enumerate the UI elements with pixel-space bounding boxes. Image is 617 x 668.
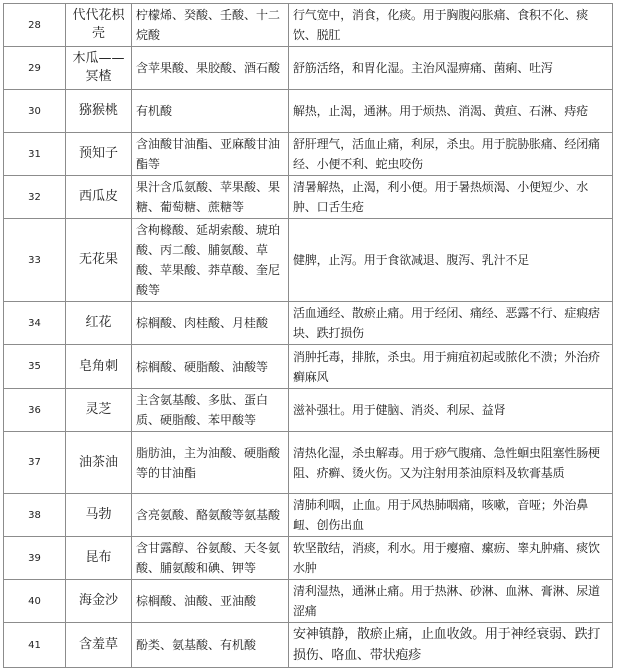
herb-components: 棕榈酸、油酸、亚油酸: [132, 580, 289, 623]
row-number: 30: [4, 90, 66, 133]
herb-name: 代代花枳壳: [66, 4, 132, 47]
herb-components: 含枸橼酸、延胡索酸、琥珀酸、丙二酸、脯氨酸、草酸、苹果酸、莽草酸、奎尼酸等: [132, 219, 289, 302]
herb-effects: 滋补强壮。用于健脑、消炎、利尿、益肾: [289, 389, 613, 432]
herb-name: 预知子: [66, 133, 132, 176]
herb-name: 无花果: [66, 219, 132, 302]
herb-name: 马勃: [66, 494, 132, 537]
herb-effects: 活血通经、散瘀止痛。用于经闭、痛经、恶露不行、症瘕痞块、跌打损伤: [289, 302, 613, 345]
table-row: [4, 623, 613, 668]
herb-table-body: [4, 4, 613, 668]
row-number: 33: [4, 219, 66, 302]
table-row: [4, 537, 613, 580]
row-number: 36: [4, 389, 66, 432]
herb-effects: 舒筋活络，和胃化湿。主治风湿痹痛、菌痢、吐泻: [289, 47, 613, 90]
row-number: 40: [4, 580, 66, 623]
table-row: [4, 580, 613, 623]
herb-name: 含羞草: [66, 623, 132, 668]
herb-components: 果汁含瓜氨酸、苹果酸、果糖、葡萄糖、蔗糖等: [132, 176, 289, 219]
herb-effects: 清暑解热，止渴，利小便。用于暑热烦渴、小便短少、水肿、口舌生疮: [289, 176, 613, 219]
herb-effects: 健脾，止泻。用于食欲减退、腹泻、乳汁不足: [289, 219, 613, 302]
herb-effects: 行气宽中，消食，化痰。用于胸腹闷胀痛、食积不化、痰饮、脱肛: [289, 4, 613, 47]
row-number: 32: [4, 176, 66, 219]
row-number: 41: [4, 623, 66, 668]
herb-name: 灵芝: [66, 389, 132, 432]
herb-effects: 舒肝理气，活血止痛，利尿，杀虫。用于脘胁胀痛、经闭痛经、小便不利、蛇虫咬伤: [289, 133, 613, 176]
herb-components: 有机酸: [132, 90, 289, 133]
herb-components: 主含氨基酸、多肽、蛋白质、硬脂酸、苯甲酸等: [132, 389, 289, 432]
herb-name: 海金沙: [66, 580, 132, 623]
herb-effects: 清热化湿，杀虫解毒。用于痧气腹痛、急性蛔虫阻塞性肠梗阻、疥癣、烫火伤。又为注射用茶油原料及软膏基质: [289, 432, 613, 494]
herb-components: 柠檬烯、癸酸、壬酸、十二烷酸: [132, 4, 289, 47]
herb-name: 木瓜——冥楂: [66, 47, 132, 90]
herb-effects: 解热，止渴，通淋。用于烦热、消渴、黄疸、石淋、痔疮: [289, 90, 613, 133]
herb-components: 脂肪油，主为油酸、硬脂酸等的甘油酯: [132, 432, 289, 494]
table-row: [4, 219, 613, 302]
herb-components: 含亮氨酸、酪氨酸等氨基酸: [132, 494, 289, 537]
herb-name: 油茶油: [66, 432, 132, 494]
table-row: [4, 176, 613, 219]
table-row: [4, 389, 613, 432]
table-row: [4, 133, 613, 176]
herb-components: 含甘露醇、谷氨酸、天冬氨酸、脯氨酸和碘、钾等: [132, 537, 289, 580]
herb-name: 皂角刺: [66, 345, 132, 389]
herb-effects: 清肺利咽，止血。用于风热肺咽痛，咳嗽，音哑；外治鼻衄、创伤出血: [289, 494, 613, 537]
herb-components: 棕榈酸、肉桂酸、月桂酸: [132, 302, 289, 345]
table-row: [4, 302, 613, 345]
table-row: [4, 494, 613, 537]
herb-components: 含油酸甘油酯、亚麻酸甘油酯等: [132, 133, 289, 176]
row-number: 39: [4, 537, 66, 580]
row-number: 29: [4, 47, 66, 90]
herb-components: 棕榈酸、硬脂酸、油酸等: [132, 345, 289, 389]
herb-effects: 消肿托毒，排脓，杀虫。用于痈疽初起或脓化不溃；外治疥癣麻风: [289, 345, 613, 389]
table-row: [4, 47, 613, 90]
table-row: [4, 90, 613, 133]
herb-name: 西瓜皮: [66, 176, 132, 219]
table-row: [4, 432, 613, 494]
herb-name: 红花: [66, 302, 132, 345]
row-number: 28: [4, 4, 66, 47]
herb-table: [3, 3, 613, 668]
herb-components: 酚类、氨基酸、有机酸: [132, 623, 289, 668]
row-number: 35: [4, 345, 66, 389]
herb-components: 含苹果酸、果胶酸、酒石酸: [132, 47, 289, 90]
herb-name: 昆布: [66, 537, 132, 580]
herb-name: 猕猴桃: [66, 90, 132, 133]
table-row: [4, 4, 613, 47]
row-number: 38: [4, 494, 66, 537]
row-number: 37: [4, 432, 66, 494]
herb-effects: 清利湿热，通淋止痛。用于热淋、砂淋、血淋、膏淋、尿道涩痛: [289, 580, 613, 623]
row-number: 31: [4, 133, 66, 176]
row-number: 34: [4, 302, 66, 345]
herb-effects: 软坚散结，消痰，利水。用于瘿瘤、瘰疬、睾丸肿痛、痰饮水肿: [289, 537, 613, 580]
table-row: [4, 345, 613, 389]
herb-effects: 安神镇静，散瘀止痛，止血收敛。用于神经衰弱、跌打损伤、咯血、带状疱疹: [289, 623, 613, 668]
